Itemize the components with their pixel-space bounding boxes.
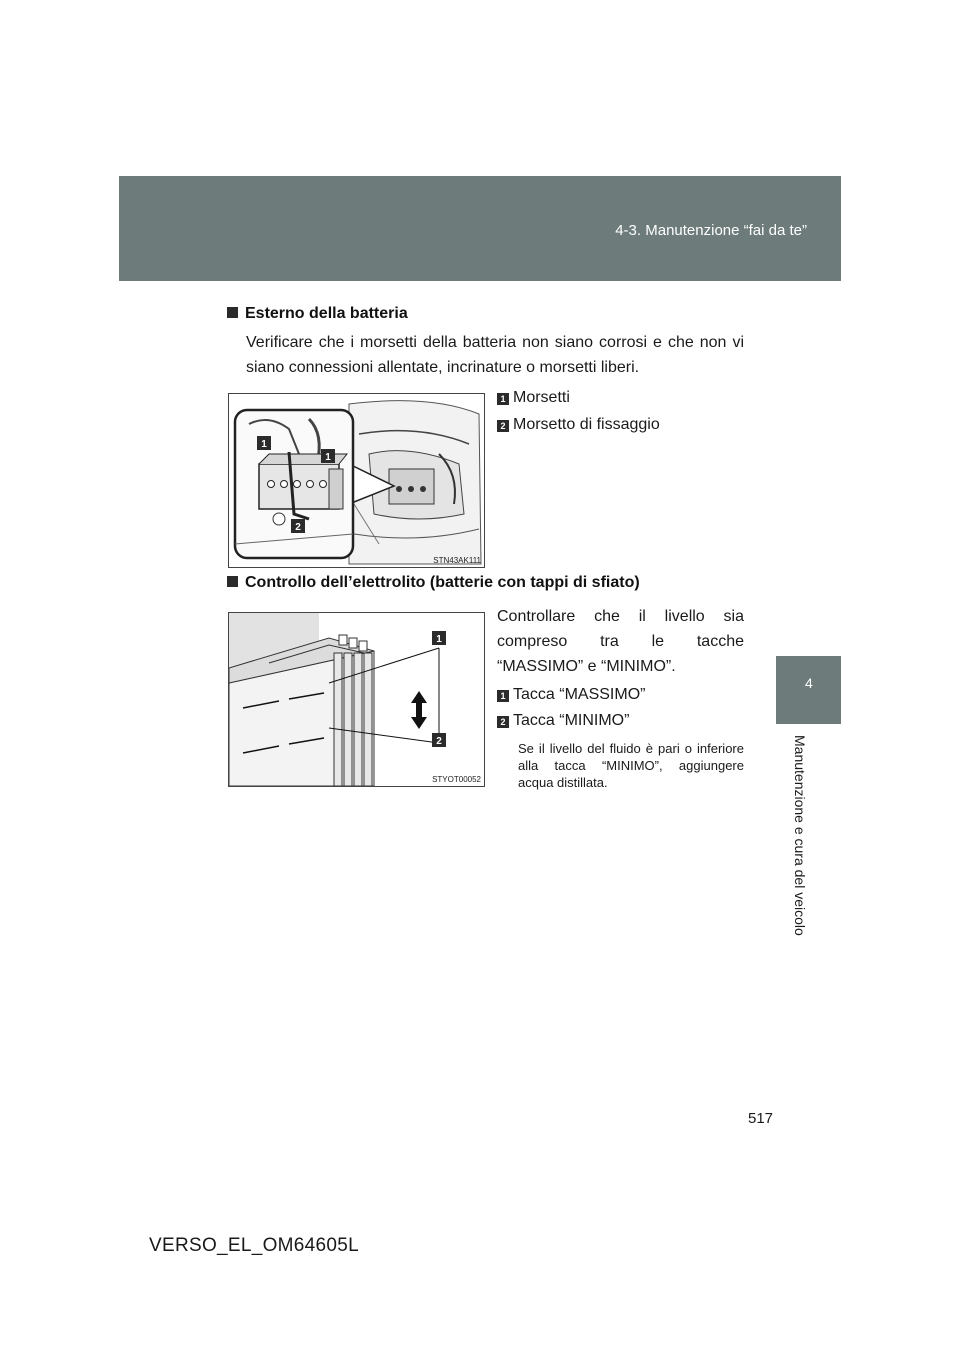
page-number: 517 [748,1110,774,1127]
callout-1b: 1 [325,452,331,463]
number-badge: 1 [497,690,509,702]
battery-side-illustration [229,613,484,786]
legend-label: Tacca “MASSIMO” [513,686,646,703]
section2-heading [227,574,640,592]
chapter-label: Manutenzione e cura del veicolo [792,735,808,936]
figure-code: STYOT00052 [432,775,481,784]
section2-paragraph: Controllare che il livello sia compreso tra le tacche “MASSIMO” e “MINIMO”. [497,608,744,675]
legend-item [497,416,660,434]
number-badge: 1 [497,393,509,405]
bullet-square-icon [227,307,238,318]
callout-1: 1 [436,634,442,645]
section1-heading [227,305,408,323]
number-badge: 2 [497,420,509,432]
chapter-number: 4 [805,675,813,691]
legend-item [497,686,645,704]
header-band [119,176,841,281]
section1-title: Esterno della batteria [245,305,408,322]
legend-item [497,712,629,730]
figure-code: STN43AK111 [433,556,481,565]
legend-label: Tacca “MINIMO” [513,712,630,729]
electrolyte-level-figure [228,612,485,787]
bullet-square-icon [227,576,238,587]
callout-1a: 1 [261,439,267,450]
document-code: VERSO_EL_OM64605L [149,1235,359,1256]
callout-2: 2 [436,736,442,747]
section2-note: Se il livello del fluido è pari o inferiore alla tacca “MINIMO”, aggiungere acqua distillata. [518,741,744,790]
chapter-tab[interactable] [776,656,841,724]
section1-paragraph: Verificare che i morsetti della batteria non siano corrosi e che non vi siano connessioni allentate, incrinature o morsetti liberi. [246,334,744,376]
legend-item [497,389,570,407]
battery-terminals-figure [228,393,485,568]
legend-label: Morsetto di fissaggio [513,416,660,433]
number-badge: 2 [497,716,509,728]
section2-title: Controllo dell’elettrolito (batterie con tappi di sfiato) [245,574,640,591]
callout-2: 2 [295,522,301,533]
legend-label: Morsetti [513,389,570,406]
engine-bay-illustration [229,394,484,567]
section-title: 4-3. Manutenzione “fai da te” [615,222,807,239]
